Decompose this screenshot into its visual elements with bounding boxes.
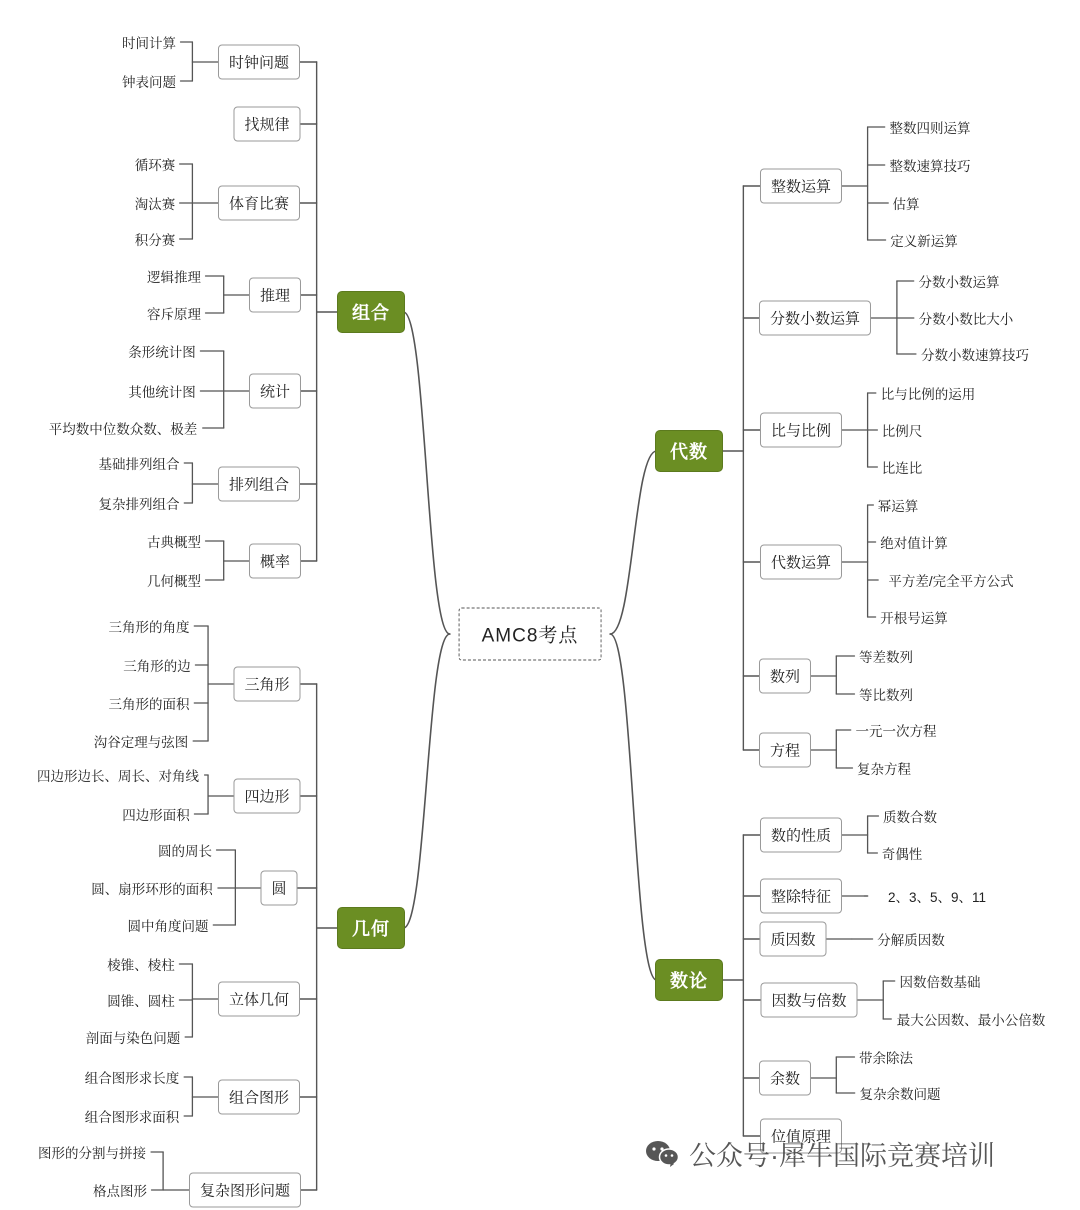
sub-node-0-6: 概率 (249, 544, 301, 579)
leaf-node-1-2-2: 圆中角度问题 (127, 919, 209, 934)
leaf-node-0-2-0: 循环赛 (134, 158, 176, 173)
leaf-node-0-4-0: 条形统计图 (128, 345, 196, 360)
leaf-node-3-1-0: 2、3、5、9、11 (887, 890, 987, 905)
sub-node-2-0: 整数运算 (760, 169, 842, 204)
leaf-node-2-5-0: 一元一次方程 (855, 724, 937, 739)
leaf-node-1-3-0: 棱锥、棱柱 (107, 958, 175, 973)
wechat-icon (645, 1139, 679, 1169)
sub-node-1-2: 圆 (260, 871, 297, 906)
leaf-node-1-0-2: 三角形的面积 (108, 697, 190, 712)
sub-node-0-3: 推理 (249, 278, 301, 313)
leaf-node-1-4-1: 组合图形求面积 (84, 1110, 180, 1125)
leaf-node-1-0-3: 沟谷定理与弦图 (93, 735, 189, 750)
leaf-node-3-2-0: 分解质因数 (877, 933, 945, 948)
leaf-node-3-3-0: 因数倍数基础 (899, 975, 981, 990)
leaf-node-2-2-2: 比连比 (881, 461, 923, 476)
leaf-node-0-2-2: 积分赛 (134, 233, 176, 248)
leaf-node-2-3-3: 开根号运算 (880, 611, 948, 626)
branch-node-0: 组合 (337, 291, 405, 333)
leaf-node-1-3-1: 圆锥、圆柱 (107, 994, 175, 1009)
branch-node-3: 数论 (655, 959, 723, 1001)
leaf-node-0-4-1: 其他统计图 (128, 385, 196, 400)
leaf-node-2-4-0: 等差数列 (859, 650, 913, 665)
leaf-node-1-2-0: 圆的周长 (158, 844, 212, 859)
leaf-node-2-3-2: 平方差/完全平方公式 (888, 574, 1014, 589)
leaf-node-1-5-1: 格点图形 (93, 1184, 147, 1199)
sub-node-2-2: 比与比例 (760, 413, 842, 448)
sub-node-3-5: 位值原理 (760, 1119, 842, 1154)
sub-node-3-4: 余数 (759, 1061, 811, 1096)
leaf-node-0-6-0: 古典概型 (147, 535, 201, 550)
sub-node-2-4: 数列 (759, 659, 811, 694)
sub-node-3-1: 整除特征 (760, 879, 842, 914)
leaf-node-2-3-0: 幂运算 (877, 499, 919, 514)
leaf-node-2-0-3: 定义新运算 (890, 234, 958, 249)
sub-node-3-0: 数的性质 (760, 818, 842, 853)
leaf-node-0-0-0: 时间计算 (122, 36, 176, 51)
leaf-node-3-3-1: 最大公因数、最小公倍数 (896, 1013, 1046, 1028)
sub-node-0-5: 排列组合 (218, 467, 300, 502)
leaf-node-0-0-1: 钟表问题 (122, 75, 176, 90)
leaf-node-2-0-2: 估算 (892, 197, 920, 212)
sub-node-1-3: 立体几何 (218, 982, 300, 1017)
leaf-node-2-2-1: 比例尺 (881, 424, 923, 439)
leaf-node-1-2-1: 圆、扇形环形的面积 (91, 882, 213, 897)
leaf-node-1-1-0: 四边形边长、周长、对角线 (37, 769, 199, 784)
leaf-node-1-3-2: 剖面与染色问题 (85, 1031, 181, 1046)
leaf-node-1-1-1: 四边形面积 (122, 808, 190, 823)
sub-node-0-4: 统计 (249, 374, 301, 409)
watermark-text: 公众号·犀牛国际竞赛培训 (689, 1141, 995, 1171)
watermark (645, 1134, 995, 1173)
leaf-node-0-5-1: 复杂排列组合 (98, 497, 180, 512)
leaf-node-0-3-1: 容斥原理 (147, 307, 201, 322)
leaf-node-0-6-1: 几何概型 (147, 574, 201, 589)
sub-node-3-3: 因数与倍数 (760, 983, 857, 1018)
branch-node-1: 几何 (337, 907, 405, 949)
leaf-node-2-0-1: 整数速算技巧 (889, 159, 971, 174)
leaf-node-2-1-2: 分数小数速算技巧 (921, 348, 1029, 363)
leaf-node-0-2-1: 淘汰赛 (134, 197, 176, 212)
leaf-node-3-0-0: 质数合数 (883, 810, 937, 825)
leaf-node-0-5-0: 基础排列组合 (98, 457, 180, 472)
leaf-node-1-0-0: 三角形的角度 (108, 620, 190, 635)
root-node: AMC8考点 (459, 608, 602, 661)
leaf-node-0-4-2: 平均数中位数众数、极差 (48, 422, 198, 437)
leaf-node-2-0-0: 整数四则运算 (889, 121, 971, 136)
leaf-node-1-0-1: 三角形的边 (123, 659, 191, 674)
leaf-node-3-4-0: 带余除法 (859, 1051, 913, 1066)
leaf-node-3-0-1: 奇偶性 (881, 847, 923, 862)
sub-node-1-1: 四边形 (233, 779, 300, 814)
leaf-node-2-1-0: 分数小数运算 (918, 275, 1000, 290)
sub-node-1-4: 组合图形 (218, 1080, 300, 1115)
leaf-node-0-3-0: 逻辑推理 (147, 270, 201, 285)
leaf-node-2-5-1: 复杂方程 (857, 762, 911, 777)
leaf-node-2-1-1: 分数小数比大小 (918, 312, 1014, 327)
leaf-node-2-4-1: 等比数列 (859, 688, 913, 703)
sub-node-2-1: 分数小数运算 (759, 301, 871, 336)
sub-node-2-5: 方程 (759, 733, 811, 768)
sub-node-2-3: 代数运算 (760, 545, 842, 580)
sub-node-0-1: 找规律 (233, 107, 300, 142)
sub-node-1-5: 复杂图形问题 (189, 1173, 301, 1208)
leaf-node-3-4-1: 复杂余数问题 (859, 1087, 941, 1102)
leaf-node-2-3-1: 绝对值计算 (880, 536, 948, 551)
sub-node-0-0: 时钟问题 (218, 45, 300, 80)
leaf-node-1-5-0: 图形的分割与拼接 (38, 1146, 146, 1161)
leaf-node-1-4-0: 组合图形求长度 (84, 1071, 180, 1086)
branch-node-2: 代数 (655, 430, 723, 472)
sub-node-1-0: 三角形 (233, 667, 300, 702)
leaf-node-2-2-0: 比与比例的运用 (880, 387, 976, 402)
sub-node-0-2: 体育比赛 (218, 186, 300, 221)
sub-node-3-2: 质因数 (759, 922, 826, 957)
